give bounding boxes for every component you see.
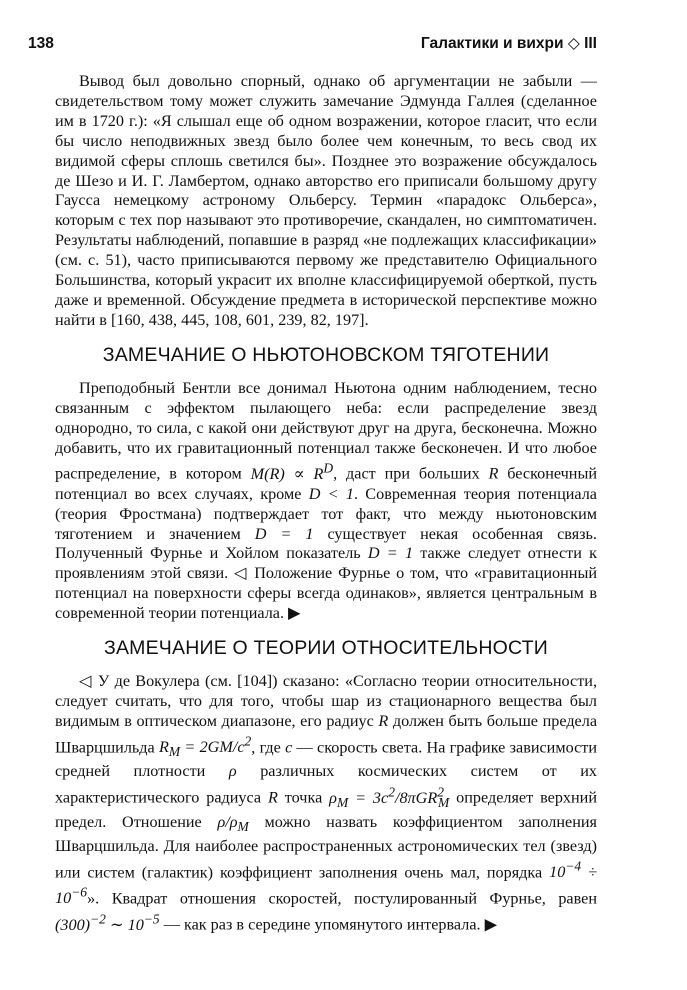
math-d-lt-1: D < 1 — [308, 484, 354, 503]
math-power-law: $M(R) \propto R^D$ — [250, 460, 334, 483]
math-density-limit: $\rho_M = 3c^2/8\pi GR^2_M$ — [329, 784, 450, 810]
math-velocity-ratio: $(300)^{-2}$ ∼ $10^{-5}$ — [55, 911, 160, 934]
math-density-ratio: $\rho/\rho_M$ — [217, 812, 249, 834]
paragraph-newton: Преподобный Бентли все донимал Ньютона одним наблюдением, тесно связанным с эффектом пылающего неба: если распределение звезд однородно, то сила, с какой они действуют друг на друга, бесконечна. Можно добавить, что их гравитационный потенциал также бесконечен. И что любое распределение, в котором $M(R) \propto R^D$, даст при больших R бесконечный потенциал во всех случаях, кроме D < 1. Современная теория потенциала (теория Фростмана) подтверждает тот факт, что между ньютоновским тяготением и значением D = 1 существует некая особенная связь. Полученный Фурнье и Хойлом показатель D = 1 также следует отнести к проявлениям этой связи. ◁ Положение Фурнье о том, что «гравитационный потенциал на поверхности сферы всегда одинаков», является центральным в современной теории потенциала. ▶ — [55, 378, 598, 623]
text-body — [55, 72, 597, 936]
math-d-eq-1-b: D = 1 — [367, 544, 414, 563]
section-title-newton: ЗАМЕЧАНИЕ О НЬЮТОНОВСКОМ ТЯГОТЕНИИ — [102, 343, 550, 366]
math-d-eq-1: D = 1 — [254, 524, 314, 543]
paragraph-olbers: Вывод был довольно спорный, однако об аргументации не забыли — свидетельством тому может служить замечание Эдмунда Галлея (сделанное им в 1720 г.): «Я слышал еще об одном возражении, которое гласит, что если бы число неподвижных звезд было более чем конечным, то весь свод их видимой сферы сплошь светился бы». Позднее это возражение обсуждалось де Шезо и И. Г. Ламбертом, однако авторство его приписали большому другу Гаусса немецкому астроному Ольберсу. Термин «парадокс Ольберса», которым с тех пор называют это противоречие, скандален, но симптоматичен. Результаты наблюдений, попавшие в разряд «не подлежащих классификации» (см. с. 51), часто приписываются первому же представителю Официального Большинства, который украсит их вполне классифицируемой оберткой, пусть даже и временной. Обсуждение предмета в исторической перспективе можно найти в [160, 438, 445, 108, 601, 239, 82, 197]. — [55, 72, 597, 329]
paragraph-relativity: ◁ У де Вокулера (см. [104]) сказано: «Согласно теории относительности, следует считать, что для того, чтобы шар из стационарного вещества был видимым в оптическом диапазоне, его радиус R должен быть больше предела Шварцшильда $R_M = 2GM/c^2$, где c — скорость света. На графике зависимости средней плотности ρ различных космических систем от их характеристического радиуса R точка $\rho_M = 3c^2/8\pi GR^2_M$ определяет верхний предел. Отношение $\rho/\rho_M$ можно назвать коэффициентом заполнения Шварцшильда. Для наиболее распространенных астрономических тел (звезд) или систем (галактик) коэффициент заполнения очень мал, порядка $10^{-4} \div 10^{-6}$». Квадрат отношения скоростей, постулированный Фурнье, равен $(300)^{-2}$ ∼ $10^{-5}$ — как раз в середине упомянутого интервала. ▶ — [55, 672, 598, 934]
running-title: Галактики и вихри ◇ III — [420, 35, 597, 52]
math-schwarzschild-radius: $R_M = 2GM/c^2$ — [158, 733, 252, 760]
running-header — [28, 34, 597, 53]
section-title-relativity: ЗАМЕЧАНИЕ О ТЕОРИИ ОТНОСИТЕЛЬНОСТИ — [103, 637, 549, 660]
math-r: R — [488, 464, 499, 483]
page-number: 138 — [28, 35, 54, 52]
math-fill-range: $10^{-4} \div 10^{-6}$ — [55, 858, 597, 908]
